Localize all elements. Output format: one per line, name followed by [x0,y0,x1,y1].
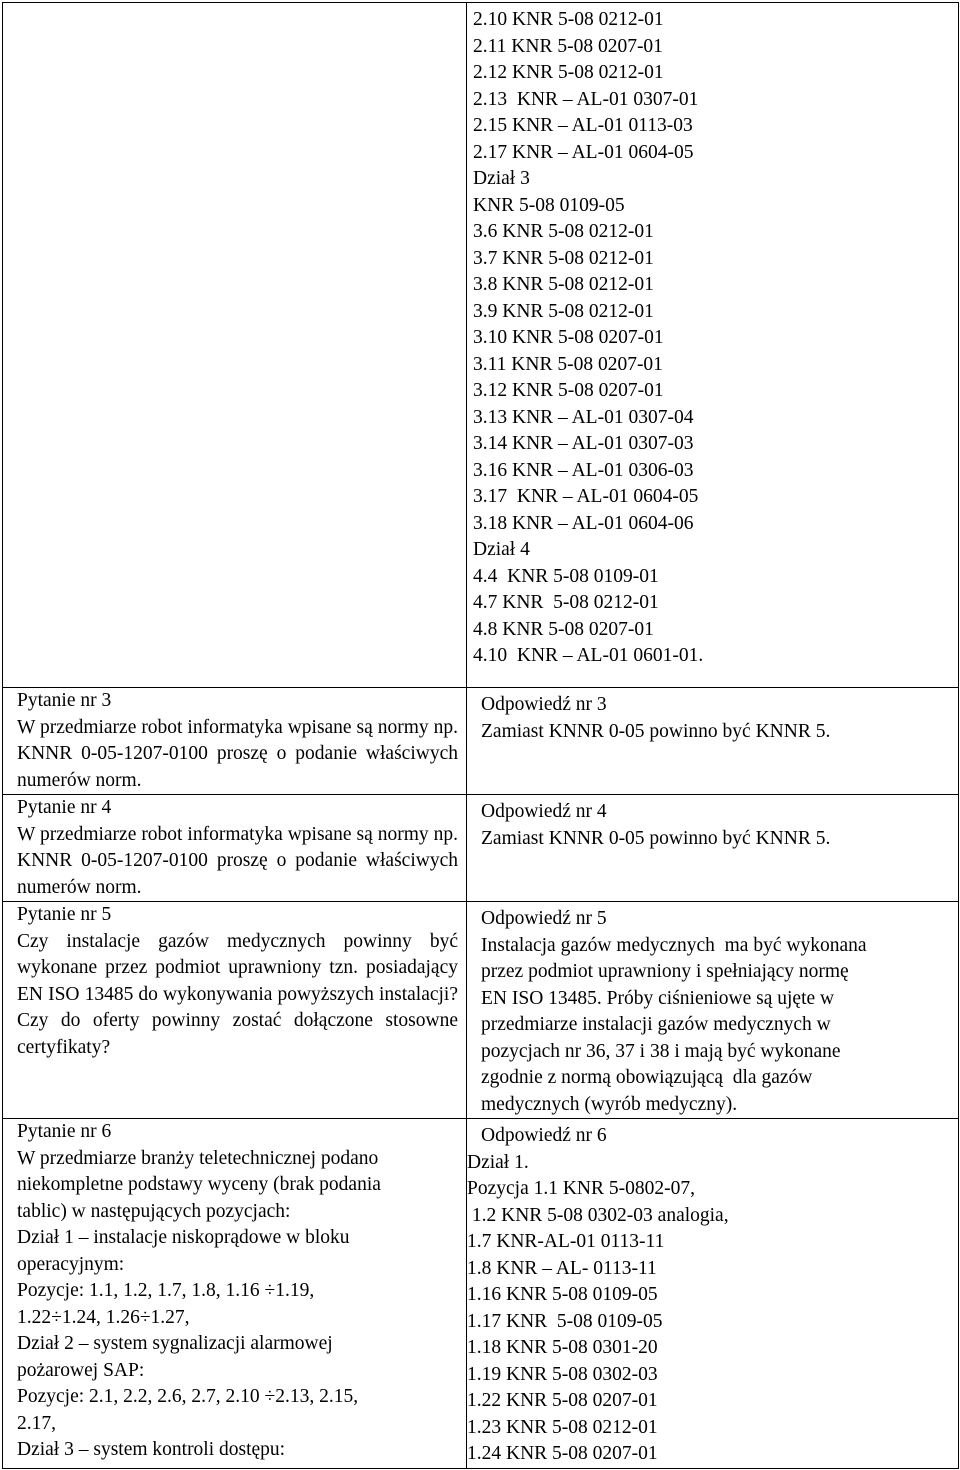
question-title: Pytanie nr 5 [17,904,112,925]
list-item: 1.7 KNR-AL-01 0113-11 [467,1231,665,1252]
list-item: 2.10 KNR 5-08 0212-01 [473,9,664,30]
list-item: 1.17 KNR 5-08 0109-05 [467,1310,663,1332]
qa-table [2,2,959,1469]
list-item: 1.23 KNR 5-08 0212-01 [467,1416,658,1438]
list-item: Dział 1. [467,1151,529,1173]
answer-line: zgodnie z normą obowiązującą dla gazów [481,1067,813,1088]
question-text: Czy instalacje gazów medycznych powinny być wykonane przez podmiot uprawniony tzn. posiadający EN ISO 13485 do wykonywania powyższych instalacji? Czy do oferty powinny zostać dołączone stosowne certyfikaty? [17,930,458,1058]
answer-text: Zamiast KNNR 0-05 powinno być KNNR 5. [481,720,831,742]
table-row [3,902,959,1119]
list-item: 1.8 KNR – AL- 0113-11 [467,1257,657,1279]
list-item: 3.12 KNR 5-08 0207-01 [473,380,664,401]
list-item: 3.11 KNR 5-08 0207-01 [473,353,663,375]
continuation-answer-cell [467,3,959,688]
question-line: operacyjnym: [17,1253,125,1275]
answer-cell [467,902,959,1119]
answer-line: medycznych (wyrób medyczny). [481,1093,738,1115]
empty-question-cell [3,3,467,688]
list-item: 2.12 KNR 5-08 0212-01 [473,62,664,83]
list-item: 3.14 KNR – AL-01 0307-03 [473,433,694,454]
list-item: 2.15 KNR – AL-01 0113-03 [473,115,693,136]
table-row [3,1119,959,1469]
list-item: 3.13 KNR – AL-01 0307-04 [473,406,694,428]
answer-list [467,1150,958,1468]
answer-cell [467,795,959,902]
question-text: W przedmiarze robot informatyka wpisane są normy np. KNNR 0-05-1207-0100 proszę o podanie właściwych numerów norm. [17,716,458,791]
table-row [3,688,959,795]
list-item: 1.24 KNR 5-08 0207-01 [467,1443,658,1464]
answer-title: Odpowiedź nr 4 [481,801,607,822]
list-item: 4.7 KNR 5-08 0212-01 [473,592,659,613]
question-line: Pozycje: 1.1, 1.2, 1.7, 1.8, 1.16 ÷1.19, [17,1280,315,1301]
question-cell [3,688,467,795]
question-line: Dział 2 – system sygnalizacji alarmowej [17,1333,333,1354]
list-item: 1.18 KNR 5-08 0301-20 [467,1337,658,1358]
answer-title: Odpowiedź nr 5 [481,908,607,929]
question-line: Pozycje: 2.1, 2.2, 2.6, 2.7, 2.10 ÷2.13, 2.15, [17,1386,359,1407]
list-item: 3.6 KNR 5-08 0212-01 [473,221,654,242]
answer-title: Odpowiedź nr 6 [481,1125,607,1146]
list-item: 3.9 KNR 5-08 0212-01 [473,300,654,322]
answer-line: przez podmiot uprawniony i spełniający normę [481,961,849,982]
question-cell [3,795,467,902]
list-item: 1.22 KNR 5-08 0207-01 [467,1390,658,1411]
list-item: 2.17 KNR – AL-01 0604-05 [473,141,694,163]
list-item: Dział 4 [473,539,530,560]
answer-text [481,933,958,1119]
question-title: Pytanie nr 3 [17,690,112,711]
answer-title: Odpowiedź nr 3 [481,694,607,715]
list-item: Pozycja 1.1 KNR 5-0802-07, [467,1178,696,1199]
question-title: Pytanie nr 6 [17,1121,112,1142]
list-item: KNR 5-08 0109-05 [473,194,625,216]
list-item: 1.16 KNR 5-08 0109-05 [467,1284,658,1305]
list-item: 3.7 KNR 5-08 0212-01 [473,247,654,269]
table-row [3,3,959,688]
question-text [17,1146,458,1464]
question-line: 1.22÷1.24, 1.26÷1.27, [17,1306,190,1328]
question-cell [3,1119,467,1469]
list-item: 3.18 KNR – AL-01 0604-06 [473,512,694,534]
answer-line: pozycjach nr 36, 37 i 38 i mają być wykonane [481,1040,841,1062]
list-item: 2.13 KNR – AL-01 0307-01 [473,88,699,110]
list-item: Dział 3 [473,168,530,189]
question-line: Dział 1 – instalacje niskoprądowe w bloku [17,1227,350,1248]
list-item: 3.17 KNR – AL-01 0604-05 [473,486,699,507]
question-text: W przedmiarze robot informatyka wpisane są normy np. KNNR 0-05-1207-0100 proszę o podanie właściwych numerów norm. [17,823,458,898]
list-item: 3.10 KNR 5-08 0207-01 [473,327,664,348]
list-item: 1.19 KNR 5-08 0302-03 [467,1363,658,1385]
question-line: 2.17, [17,1412,56,1434]
question-line: pożarowej SAP: [17,1359,145,1381]
list-item: 3.8 KNR 5-08 0212-01 [473,274,654,295]
answer-text: Zamiast KNNR 0-05 powinno być KNNR 5. [481,827,831,849]
list-item: 4.8 KNR 5-08 0207-01 [473,618,654,640]
table-row [3,795,959,902]
list-item: 2.11 KNR 5-08 0207-01 [473,35,663,57]
answer-cell [467,1119,959,1469]
answer-line: przedmiarze instalacji gazów medycznych w [481,1014,831,1035]
question-title: Pytanie nr 4 [17,797,112,818]
answer-list [473,7,958,670]
list-item: 4.10 KNR – AL-01 0601-01. [473,645,704,666]
list-item: 4.4 KNR 5-08 0109-01 [473,565,659,587]
answer-line: Instalacja gazów medycznych ma być wykonana [481,934,867,956]
question-line: W przedmiarze branży teletechnicznej podano [17,1147,379,1169]
question-line: Dział 3 – system kontroli dostępu: [17,1439,286,1460]
question-line: niekompletne podstawy wyceny (brak podania [17,1174,381,1195]
answer-cell [467,688,959,795]
answer-line: EN ISO 13485. Próby ciśnieniowe są ujęte w [481,987,835,1009]
question-cell [3,902,467,1119]
list-item: 3.16 KNR – AL-01 0306-03 [473,459,694,481]
list-item: 1.2 KNR 5-08 0302-03 analogia, [467,1204,729,1226]
question-line: tablic) w następujących pozycjach: [17,1200,291,1222]
